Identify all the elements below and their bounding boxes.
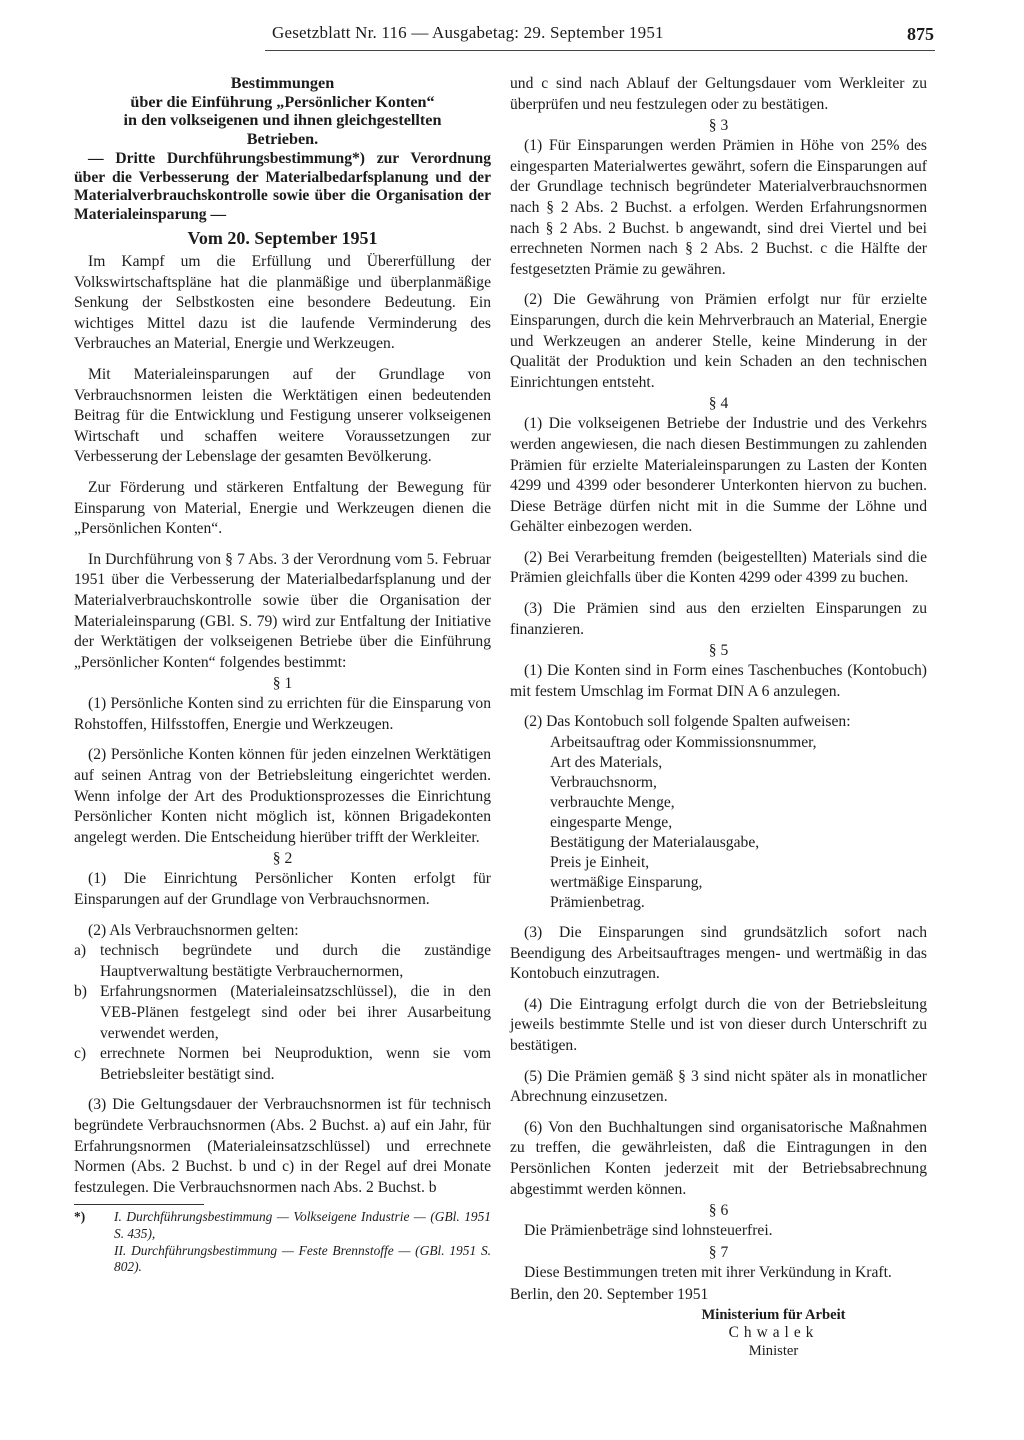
footnote-line: II. Durchführungsbestimmung — Feste Brennstoffe — (GBl. 1951 S. 802).: [114, 1242, 491, 1275]
column-list: [550, 733, 927, 913]
signature-block: [620, 1306, 927, 1360]
list-item: Verbrauchsnorm,: [550, 774, 657, 792]
list-item: a) technisch begründete und durch die zuständige Hauptverwaltung bestätigte Verbrauchernormen,: [74, 942, 491, 980]
paragraph: (1) Für Einsparungen werden Prämien in Höhe von 25% des eingesparten Materialwertes gewährt, sofern die Einsparungen auf der Grundlage technisch begründeter Materialverbrauchsnormen nach § 2 Abs. 2 Buchst. a erfolgen. Werden Erfahrungsnormen nach § 2 Abs. 2 Buchst. b angewandt, sind drei Viertel und bei errechneten Normen nach § 2 Abs. 2 Buchst. c die Hälfte der festgesetzten Prämie zu gewähren.: [510, 137, 927, 278]
list-item: Prämienbetrag.: [550, 894, 645, 912]
paragraph: (2) Bei Verarbeitung fremden (beigestellten) Materials sind die Prämien gleichfalls über die Konten 4299 oder 4399 zu buchen.: [510, 548, 927, 587]
footnote: [74, 1209, 491, 1275]
list-item: c) errechnete Normen bei Neuproduktion, wenn sie vom Betriebsleiter bestätigt sind.: [74, 1045, 491, 1083]
signatory-name: Chwalek: [728, 1323, 819, 1341]
section-heading: § 3: [708, 117, 729, 135]
paragraph: (2) Das Kontobuch soll folgende Spalten aufweisen:: [524, 713, 851, 731]
paragraph: (3) Die Einsparungen sind grundsätzlich sofort nach Beendigung des Arbeitsauftrages mengen- und wertmäßig in das Kontobuch einzutragen.: [510, 924, 927, 983]
section-heading: § 5: [708, 642, 729, 660]
paragraph: (1) Die volkseigenen Betriebe der Industrie und des Verkehrs werden angewiesen, die nach diesen Bestimmungen zu zahlenden Prämien für erzielte Materialeinsparungen zu Lasten der Konten 4299 und 4399 oder besonderer Unterkonten hiervon zu buchen. Diese Beträge dürfen nicht mit in die Summe der Löhne und Gehälter einbezogen werden.: [510, 415, 927, 536]
paragraph: (1) Die Einrichtung Persönlicher Konten erfolgt für Einsparungen auf der Grundlage von Verbrauchsnormen.: [74, 870, 491, 909]
paragraph: Die Prämienbeträge sind lohnsteuerfrei.: [524, 1222, 773, 1240]
paragraph: (1) Die Konten sind in Form eines Taschenbuches (Kontobuch) mit festem Umschlag im Format DIN A 6 anzulegen.: [510, 662, 927, 700]
section-heading: § 7: [708, 1243, 729, 1261]
paragraph: (2) Persönliche Konten können für jeden einzelnen Werktätigen auf seinen Antrag von der Betriebsleitung eingerichtet werden. Wenn infolge der Art des Produktionsprozesses die Einrichtung Persönlicher Konten nicht möglich ist, können Brigadekonten angelegt werden. Die Entscheidung hierüber trifft der Werkleiter.: [74, 746, 491, 846]
right-column: [510, 74, 927, 1360]
footnote-rule: [74, 1204, 204, 1205]
paragraph: (1) Persönliche Konten sind zu errichten für die Einsparung von Rohstoffen, Hilfsstoffen, Energie und Werkzeugen.: [74, 695, 491, 733]
page-number: 875: [907, 24, 934, 44]
paragraph: (2) Die Gewährung von Prämien erfolgt nur für erzielte Einsparungen, durch die kein Mehrverbrauch an Material, Energie und Werkzeugen an anderer Stelle, keine Minderung in der Qualität der Produktion und kein Schaden an den technischen Einrichtungen entsteht.: [510, 291, 927, 391]
document-date: Vom 20. September 1951: [187, 228, 378, 248]
footnote-line: I. Durchführungsbestimmung — Volkseigene Industrie — (GBl. 1951 S. 435),: [114, 1209, 491, 1241]
running-title: Gesetzblatt Nr. 116 — Ausgabetag: 29. September 1951: [272, 23, 664, 42]
place-and-date: Berlin, den 20. September 1951: [510, 1286, 709, 1304]
preamble-paragraph: In Durchführung von § 7 Abs. 3 der Verordnung vom 5. Februar 1951 über die Verbesserung der Materialbedarfsplanung und der Materialverbrauchskontrolle sowie über die Organisation der Materialeinsparung (GBl. S. 79) wird zur Entfaltung der Initiative der Werktätigen der volkseigenen Betriebe über die Einführung „Persönlicher Konten“ folgendes bestimmt:: [74, 550, 491, 671]
preamble-paragraph: Im Kampf um die Erfüllung und Übererfüllung der Volkswirtschaftspläne hat die planmäßige und überplanmäßige Senkung der Selbstkosten eine besondere Bedeutung. Ein wichtiges Mittel dazu ist die laufende Verminderung des Verbrauches an Material, Energie und Werkzeugen.: [74, 253, 491, 353]
list-item: eingesparte Menge,: [550, 814, 673, 832]
list-item: verbrauchte Menge,: [550, 794, 675, 812]
list-item: Preis je Einheit,: [550, 854, 650, 872]
paragraph: (2) Als Verbrauchsnormen gelten:: [88, 921, 299, 939]
paragraph: (5) Die Prämien gemäß § 3 sind nicht später als in monatlicher Abrechnung einzusetzen.: [510, 1067, 927, 1106]
paragraph: (6) Von den Buchhaltungen sind organisatorische Maßnahmen zu treffen, die gewährleisten, daß die Eintragungen in den Persönlichen Konten jederzeit mit der Betriebsabrechnung abgestimmt werden können.: [510, 1118, 927, 1198]
preamble-paragraph: Mit Materialeinsparungen auf der Grundlage von Verbrauchsnormen leisten die Werktätigen einen bedeutenden Beitrag für die Entwicklung und Festigung unserer volkseigenen Wirtschaft und schaffen weitere Voraussetzungen zur Verbesserung der Lebenslage der gesamten Bevölkerung.: [74, 365, 491, 466]
paragraph: (3) Die Geltungsdauer der Verbrauchsnormen ist für technisch begründete Verbrauchsnormen (Abs. 2 Buchst. a) auf ein Jahr, für Erfahrungsnormen (Materialeinsatzschlüssel) und errechnete Normen (Abs. 2 Buchst. b und c) in der Regel auf drei Monate festzulegen. Die Verbrauchsnormen nach Abs. 2 Buchst. b: [74, 1096, 491, 1196]
footnote-mark: *): [74, 1209, 86, 1225]
document-subtitle: — Dritte Durchführungsbestimmung*) zur Verordnung über die Verbesserung der Materialbedarfsplanung und der Materialverbrauchskontrolle sowie über die Organisation der Materialeinsparung —: [74, 150, 491, 223]
header-rule: [265, 50, 935, 51]
paragraph: (3) Die Prämien sind aus den erzielten Einsparungen zu finanzieren.: [510, 600, 927, 638]
paragraph: (4) Die Eintragung erfolgt durch die von der Betriebsleitung jeweils bestimmte Stelle und ist von dieser durch Unterschrift zu bestätigen.: [510, 995, 927, 1054]
section-heading: § 2: [272, 850, 293, 868]
section-heading: § 1: [272, 675, 293, 693]
preamble-paragraph: Zur Förderung und stärkeren Entfaltung der Bewegung für Einsparung von Material, Energie und Werkzeugen dienen die „Persönlichen Konten“.: [74, 478, 491, 538]
paragraph-continuation: und c sind nach Ablauf der Geltungsdauer vom Werkleiter zu überprüfen und neu festzulegen oder zu bestätigen.: [510, 75, 927, 113]
paragraph: Diese Bestimmungen treten mit ihrer Verkündung in Kraft.: [524, 1263, 892, 1281]
section-heading: § 4: [708, 395, 729, 413]
document-title: Bestimmungen über die Einführung „Persönlicher Konten“ in den volkseigenen und ihnen gleichgestellten Betrieben.: [123, 74, 442, 148]
section-heading: § 6: [708, 1202, 729, 1220]
signing-ministry: Ministerium für Arbeit: [701, 1306, 846, 1323]
list-item: wertmäßige Einsparung,: [550, 874, 703, 892]
norm-list: [74, 941, 491, 1085]
list-item: Art des Materials,: [550, 754, 663, 772]
page-header: [0, 23, 1024, 53]
signatory-role: Minister: [748, 1342, 799, 1359]
list-item: Bestätigung der Materialausgabe,: [550, 834, 760, 852]
list-item: b) Erfahrungsnormen (Materialeinsatzschlüssel), die in den VEB-Plänen festgelegt sind oder bei ihrer Ausarbeitung verwendet werden,: [74, 983, 491, 1042]
list-item: Arbeitsauftrag oder Kommissionsnummer,: [550, 734, 817, 752]
left-column: [74, 74, 491, 1276]
